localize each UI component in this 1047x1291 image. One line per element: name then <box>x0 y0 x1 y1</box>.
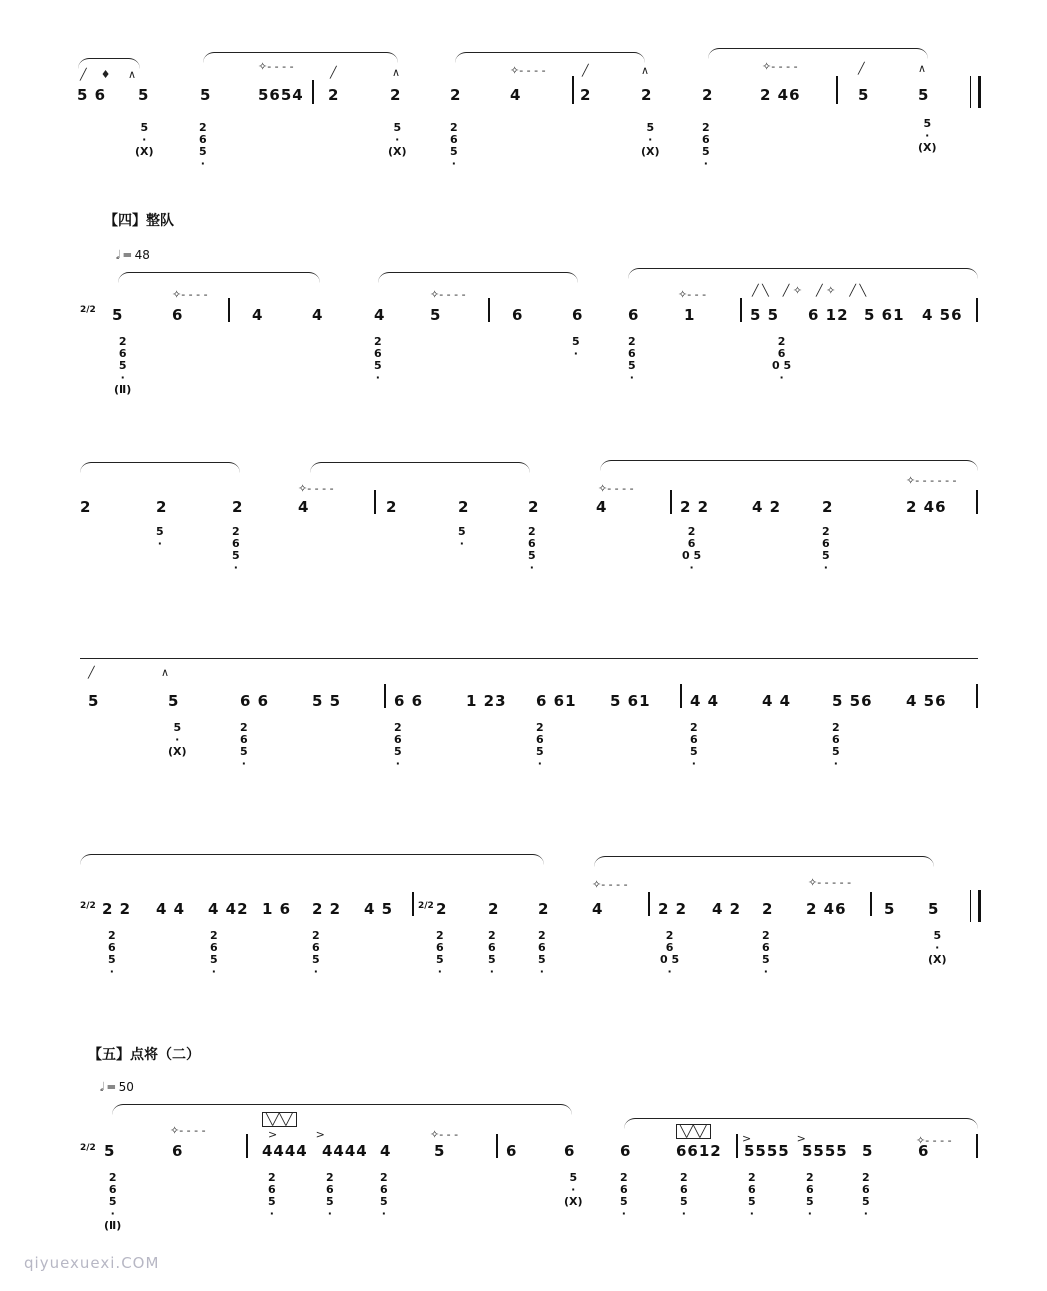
note: 2 46 <box>760 86 801 104</box>
bass-notation: 5 · (X) <box>564 1171 583 1208</box>
tempo-marking: 𝅗𝅥 ═ 48 <box>116 248 150 262</box>
note: 2 <box>80 498 92 516</box>
note: 2 <box>328 86 340 104</box>
note: 2 <box>528 498 540 516</box>
note: 5555 <box>802 1142 848 1160</box>
bar-line <box>976 1134 978 1158</box>
note: 2 2 <box>102 900 132 918</box>
bar-line <box>572 76 574 104</box>
bass-notation: 2 6 5 · <box>380 1171 388 1220</box>
note: 1 6 <box>262 900 292 918</box>
bar-line <box>228 298 230 322</box>
note: 5 <box>434 1142 446 1160</box>
bass-notation: 2 6 5 · <box>538 929 546 978</box>
note: 5 <box>88 692 100 710</box>
tremolo-box: ╲╱╲╱ <box>262 1112 297 1127</box>
stroke-mark: ╱ ♦ ∧ <box>80 68 137 81</box>
bar-line <box>496 1134 498 1158</box>
bass-notation: 2 6 5 · <box>806 1171 814 1220</box>
bar-line <box>740 298 742 322</box>
bar-line <box>976 298 978 322</box>
note: 5654 <box>258 86 304 104</box>
glide-mark: ✧- - - - <box>598 482 634 495</box>
note: 6 <box>172 1142 184 1160</box>
note: 2 46 <box>806 900 847 918</box>
bar-line <box>246 1134 248 1158</box>
bass-notation: 2 6 5 · <box>702 121 710 170</box>
bass-notation: 2 6 5 · <box>199 121 207 170</box>
slur <box>80 854 544 865</box>
note: 6 <box>564 1142 576 1160</box>
note: 2 2 <box>312 900 342 918</box>
note: 4 <box>596 498 608 516</box>
note: 2 <box>762 900 774 918</box>
bass-notation: 2 6 5 · <box>680 1171 688 1220</box>
note: 5 <box>862 1142 874 1160</box>
note: 4 56 <box>922 306 963 324</box>
note: 2 <box>580 86 592 104</box>
slur <box>455 52 645 63</box>
tremolo-box: ╲╱╲╱ <box>676 1124 711 1139</box>
time-signature: 2/2 <box>80 305 96 315</box>
accent-mark: > > <box>742 1132 806 1145</box>
bar-line <box>736 1134 738 1158</box>
glide-mark: ✧- - - - <box>258 60 294 73</box>
note: 5 <box>884 900 896 918</box>
time-signature: 2/2 <box>418 901 434 911</box>
slur <box>378 272 578 283</box>
glide-mark: ✧- - - - <box>762 60 798 73</box>
note: 4 2 <box>752 498 782 516</box>
note: 4 <box>312 306 324 324</box>
bass-notation: 2 6 5 · <box>832 721 840 770</box>
note: 2 46 <box>906 498 947 516</box>
glide-mark: ✧- - - - <box>510 64 546 77</box>
slur <box>118 272 320 283</box>
double-bar-line <box>970 890 981 922</box>
note: 6 <box>572 306 584 324</box>
note: 5555 <box>744 1142 790 1160</box>
bass-notation: 2 6 5 · <box>628 335 636 384</box>
note: 4 4 <box>690 692 720 710</box>
accent-mark: > > <box>268 1128 325 1141</box>
note: 4 <box>298 498 310 516</box>
note: 4 <box>592 900 604 918</box>
note: 1 23 <box>466 692 507 710</box>
slur <box>80 462 240 473</box>
bass-notation: 2 6 5 · <box>326 1171 334 1220</box>
bass-notation: 2 6 5 · <box>762 929 770 978</box>
note: 6 6 <box>240 692 270 710</box>
note: 6 <box>628 306 640 324</box>
note: 4 <box>252 306 264 324</box>
bar-line <box>976 490 978 514</box>
bass-notation: 2 6 5 · <box>210 929 218 978</box>
bass-notation: 2 6 0 5 · <box>660 929 680 978</box>
bass-notation: 2 6 5 · <box>268 1171 276 1220</box>
stroke-mark: ∧ <box>392 66 401 79</box>
note: 4 <box>510 86 522 104</box>
glide-mark: ✧- - - <box>430 1128 459 1141</box>
slur <box>708 48 928 59</box>
note: 6 <box>620 1142 632 1160</box>
bass-notation: 2 6 0 5 · <box>772 335 792 384</box>
glide-mark: ✧- - - - <box>170 1124 206 1137</box>
bass-notation: 5 · (X) <box>168 721 187 758</box>
note: 2 <box>538 900 550 918</box>
glide-mark: ✧- - - - <box>592 878 628 891</box>
slur <box>112 1104 572 1115</box>
note: 2 <box>156 498 168 516</box>
note: 2 2 <box>658 900 688 918</box>
bass-notation: 2 6 5 · <box>690 721 698 770</box>
bar-line <box>976 684 978 708</box>
tempo-marking: 𝅗𝅥 ═ 50 <box>100 1080 134 1094</box>
note: 6 6 <box>394 692 424 710</box>
note: 5 <box>112 306 124 324</box>
stroke-mark: ╱ <box>582 64 589 77</box>
bass-notation: 2 6 5 · <box>748 1171 756 1220</box>
note: 2 <box>232 498 244 516</box>
bass-notation: 5 · (X) <box>135 121 154 158</box>
glide-mark: ✧- - - - - <box>808 876 852 889</box>
note: 5 <box>430 306 442 324</box>
note: 2 <box>450 86 462 104</box>
note: 4 2 <box>712 900 742 918</box>
bass-notation: 2 6 5 · <box>528 525 536 574</box>
bass-notation: 2 6 5 · <box>450 121 458 170</box>
note: 2 <box>702 86 714 104</box>
stroke-mark: ╱ <box>858 62 865 75</box>
bass-notation: 5 · (X) <box>928 929 947 966</box>
section-heading: 【四】整队 <box>104 213 174 229</box>
note: 5 56 <box>832 692 873 710</box>
slur <box>80 658 978 669</box>
note: 6 <box>918 1142 930 1160</box>
double-bar-line <box>970 76 981 108</box>
bass-notation: 5 · (X) <box>641 121 660 158</box>
note: 4 <box>374 306 386 324</box>
time-signature: 2/2 <box>80 1143 96 1153</box>
note: 5 5 <box>312 692 342 710</box>
bass-notation: 2 6 5 · <box>488 929 496 978</box>
bass-notation: 5 · <box>458 525 466 550</box>
note: 6 <box>506 1142 518 1160</box>
note: 5 6 <box>77 86 107 104</box>
slur <box>600 460 978 471</box>
bar-line <box>836 76 838 104</box>
note: 4 4 <box>762 692 792 710</box>
note: 6 <box>512 306 524 324</box>
stroke-mark: ∧ <box>641 64 650 77</box>
bass-notation: 2 6 5 · (Ⅱ) <box>114 335 132 396</box>
glide-mark: ✧- - - <box>678 288 707 301</box>
bass-notation: 2 6 5 · <box>822 525 830 574</box>
bass-notation: 2 6 5 · <box>108 929 116 978</box>
bass-notation: 2 6 5 · <box>620 1171 628 1220</box>
time-signature: 2/2 <box>80 901 96 911</box>
bass-notation: 5 · <box>572 335 580 360</box>
bass-notation: 2 6 5 · <box>240 721 248 770</box>
note: 5 61 <box>864 306 905 324</box>
note: 2 <box>390 86 402 104</box>
glide-mark: ✧- - - - <box>430 288 466 301</box>
bar-line <box>870 892 872 916</box>
note: 2 2 <box>680 498 710 516</box>
note: 5 <box>138 86 150 104</box>
watermark: qiyuexuexi.COM <box>24 1254 160 1272</box>
note: 4 42 <box>208 900 249 918</box>
note: 6 <box>172 306 184 324</box>
bass-notation: 2 6 5 · (Ⅱ) <box>104 1171 122 1232</box>
glide-mark: ✧- - - - - - <box>906 474 957 487</box>
stroke-mark: ∧ <box>918 62 927 75</box>
slur <box>203 52 398 63</box>
bass-notation: 5 · (X) <box>388 121 407 158</box>
bass-notation: 2 6 5 · <box>232 525 240 574</box>
bass-notation: 5 · (X) <box>918 117 937 154</box>
bar-line <box>670 490 672 514</box>
note: 5 <box>104 1142 116 1160</box>
bass-notation: 2 6 5 · <box>312 929 320 978</box>
bass-notation: 2 6 5 · <box>862 1171 870 1220</box>
bass-notation: 5 · <box>156 525 164 550</box>
note: 5 <box>168 692 180 710</box>
note: 5 <box>918 86 930 104</box>
slur <box>628 268 978 279</box>
note: 2 <box>386 498 398 516</box>
glide-mark: ✧- - - - <box>172 288 208 301</box>
note: 2 <box>488 900 500 918</box>
bass-notation: 2 6 5 · <box>436 929 444 978</box>
bar-line <box>680 684 682 708</box>
bar-line <box>374 490 376 514</box>
section-heading: 【五】点将（二） <box>88 1047 200 1063</box>
note: 6612 <box>676 1142 722 1160</box>
note: 5 <box>200 86 212 104</box>
note: 5 5 <box>750 306 780 324</box>
note: 2 <box>822 498 834 516</box>
bass-notation: 2 6 5 · <box>394 721 402 770</box>
note: 2 <box>641 86 653 104</box>
glide-mark: ✧- - - - <box>298 482 334 495</box>
note: 4 5 <box>364 900 394 918</box>
bass-notation: 2 6 5 · <box>374 335 382 384</box>
note: 4 <box>380 1142 392 1160</box>
note: 4 4 <box>156 900 186 918</box>
note: 4444 <box>322 1142 368 1160</box>
bar-line <box>312 80 314 104</box>
glide-mark: ✧- - - - <box>916 1134 952 1147</box>
note: 6 61 <box>536 692 577 710</box>
stroke-mark: ╱ ∧ <box>88 666 170 679</box>
stroke-mark: ╱ <box>330 66 337 79</box>
note: 5 <box>928 900 940 918</box>
bar-line <box>384 684 386 708</box>
note: 5 61 <box>610 692 651 710</box>
bar-line <box>412 892 414 916</box>
note: 4 56 <box>906 692 947 710</box>
slur <box>594 856 934 867</box>
bar-line <box>488 298 490 322</box>
bar-line <box>648 892 650 916</box>
slur <box>310 462 530 473</box>
bass-notation: 2 6 0 5 · <box>682 525 702 574</box>
note: 2 <box>436 900 448 918</box>
stroke-mark: ╱ ╲ ╱ ✧ ╱ ✧ ╱ ╲ <box>752 284 867 297</box>
note: 5 <box>858 86 870 104</box>
note: 2 <box>458 498 470 516</box>
note: 4444 <box>262 1142 308 1160</box>
note: 1 <box>684 306 696 324</box>
note: 6 12 <box>808 306 849 324</box>
bass-notation: 2 6 5 · <box>536 721 544 770</box>
